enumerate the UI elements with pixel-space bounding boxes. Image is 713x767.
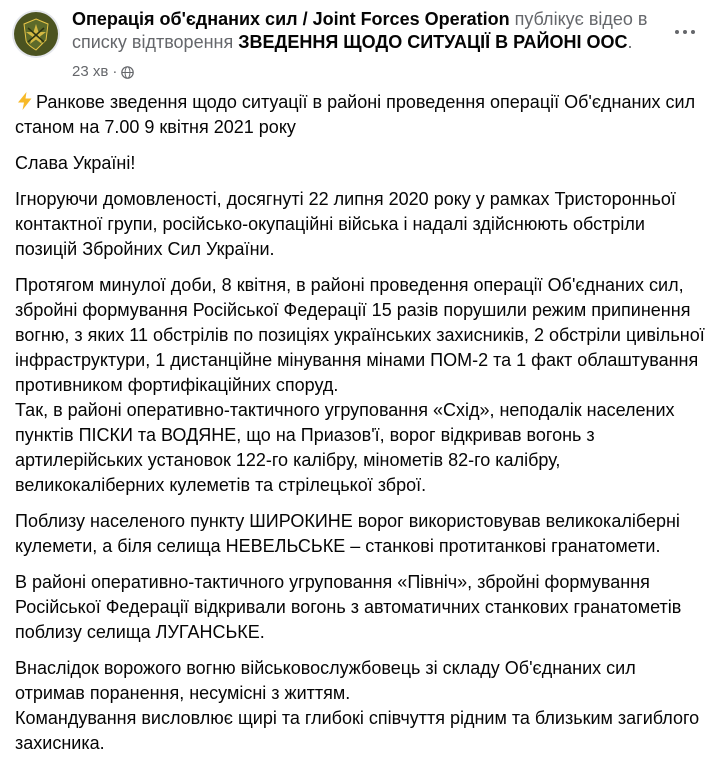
- post-paragraph-5: [15, 656, 705, 756]
- post-paragraph-4: В районі оперативно-тактичного угруповання «Північ», збройні формування Російської Федерації відкривали вогонь з автоматичних станкових гранатометів поблизу селища ЛУГАНСЬКЕ.: [15, 572, 682, 642]
- post-timestamp[interactable]: 23 хв: [72, 63, 109, 80]
- playlist-suffix: .: [627, 32, 633, 52]
- post-body: [15, 90, 705, 767]
- post-greeting: Слава Україні!: [15, 153, 136, 173]
- post-paragraph-5b: Командування висловлює щирі та глибокі співчуття рідним та близьким загиблого захисника.: [15, 708, 700, 753]
- post-headline: Ранкове зведення щодо ситуації в районі проведення операції Об'єднаних сил станом на 7.00 9 квітня 2021 року: [15, 92, 696, 137]
- post-header-text: [72, 8, 662, 54]
- post-paragraph-2b: Так, в районі оперативно-тактичного угруповання «Схід», неподалік населених пунктів ПІСКИ та ВОДЯНЕ, що на Приазов'ї, ворог відкривав вогонь з артилерійських установок 122-го калібру, мінометів 82-го калібру, великокаліберних кулеметів та стрілецької зброї.: [15, 400, 675, 495]
- post-paragraph-2a: Протягом минулої доби, 8 квітня, в районі проведення операції Об'єднаних сил, збройні формування Російської Федерації 15 разів порушили режим припинення вогню, з яких 11 обстрілів по позиціях українських захисників, 2 обстріли цивільної інфраструктури, 1 дистанційне мінування мінами ПОМ-2 та 1 факт облаштування противником фортифікаційних споруд.: [15, 275, 705, 395]
- post-paragraph-2: [15, 273, 705, 498]
- globe-icon[interactable]: [121, 66, 134, 79]
- post-header: [10, 8, 703, 84]
- more-options-icon[interactable]: [667, 20, 703, 44]
- post-headline-paragraph: [15, 90, 705, 140]
- playlist-link[interactable]: ЗВЕДЕННЯ ЩОДО СИТУАЦІЇ В РАЙОНІ ООС: [238, 32, 628, 52]
- post-meta: [72, 62, 134, 82]
- post-paragraph-5a: Внаслідок ворожого вогню військовослужбовець зі складу Об'єднаних сил отримав поранення, несумісні з життям.: [15, 658, 636, 703]
- page-avatar[interactable]: [12, 10, 60, 58]
- page-name-link[interactable]: Операція об'єднаних сил / Joint Forces Operation: [72, 9, 510, 29]
- post-paragraph-3: Поблизу населеного пункту ШИРОКИНЕ ворог використовував великокаліберні кулемети, а біля селища НЕВЕЛЬСЬКЕ – станкові протитанкові гранатомети.: [15, 511, 680, 556]
- post-action-text: публікує відео в списку відтворення: [72, 9, 648, 52]
- zap-icon: [15, 91, 35, 111]
- post-paragraph-1: Ігноруючи домовленості, досягнуті 22 липня 2020 року у рамках Тристоронньої контактної групи, російсько-окупаційні війська і надалі здійснюють обстріли позицій Збройних Сил України.: [15, 189, 676, 259]
- meta-separator: ·: [112, 63, 118, 80]
